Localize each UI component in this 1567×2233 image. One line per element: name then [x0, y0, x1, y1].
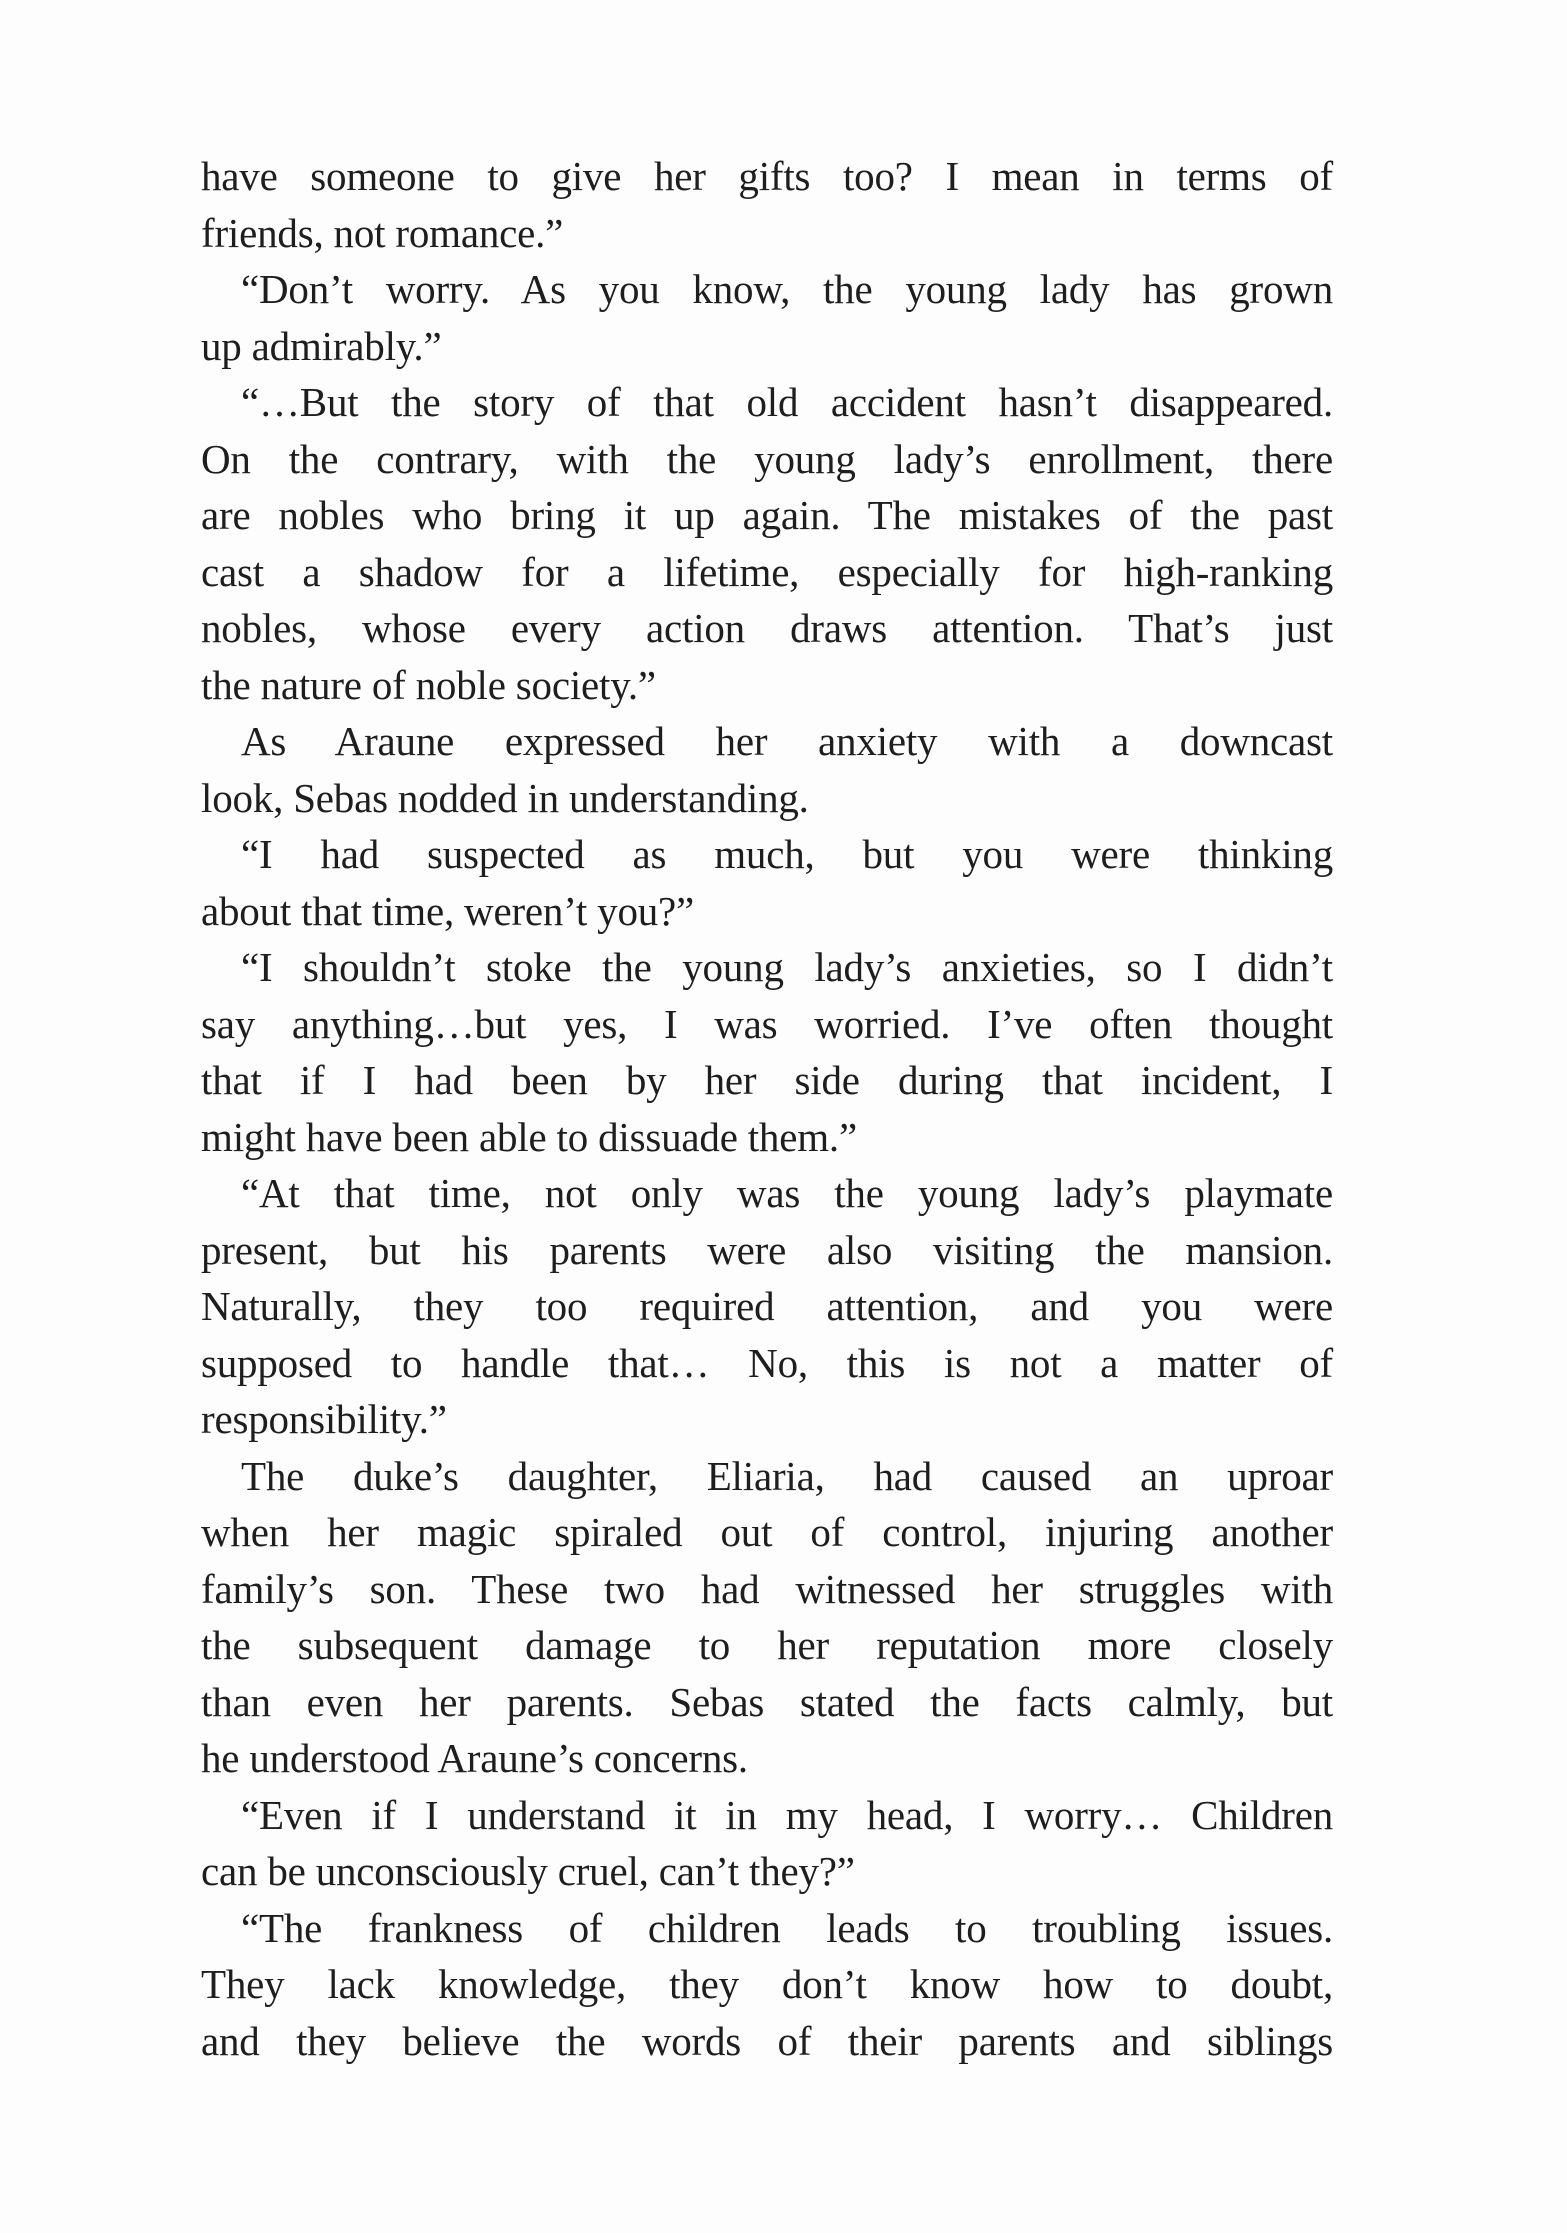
text-line: The duke’s daughter, Eliaria, had caused an uproar — [241, 1452, 1333, 1499]
text-line: “I shouldn’t stoke the young lady’s anxieties, so I didn’t — [241, 944, 1333, 990]
text-line: about that time, weren’t you?” — [201, 887, 695, 934]
text-line: cast a shadow for a lifetime, especially for high-ranking — [201, 548, 1333, 595]
page-text — [201, 148, 1333, 2069]
text-line: say anything…but yes, I was worried. I’ve often thought — [201, 1000, 1333, 1047]
text-line: the nature of noble society.” — [201, 661, 656, 708]
text-line: “At that time, not only was the young lady’s playmate — [241, 1170, 1333, 1216]
text-line: he understood Araune’s concerns. — [201, 1735, 748, 1781]
text-line: Naturally, they too required attention, and you were — [201, 1283, 1333, 1329]
text-line: supposed to handle that… No, this is not a matter of — [201, 1339, 1333, 1386]
text-line: “…But the story of that old accident hasn’t disappeared. — [241, 379, 1333, 425]
text-line: friends, not romance.” — [201, 209, 564, 256]
text-line: “I had suspected as much, but you were thinking — [241, 831, 1333, 877]
text-line: responsibility.” — [201, 1396, 447, 1442]
text-line: and they believe the words of their parents and siblings — [201, 2017, 1333, 2064]
text-line: As Araune expressed her anxiety with a downcast — [241, 718, 1333, 764]
text-line: that if I had been by her side during that incident, I — [201, 1057, 1333, 1103]
text-line: when her magic spiraled out of control, injuring another — [201, 1509, 1333, 1555]
text-line: “Don’t worry. As you know, the young lady has grown — [241, 266, 1333, 312]
text-line: On the contrary, with the young lady’s enrollment, there — [201, 435, 1333, 482]
text-line: look, Sebas nodded in understanding. — [201, 774, 809, 821]
text-line: can be unconsciously cruel, can’t they?” — [201, 1848, 855, 1894]
text-line: They lack knowledge, they don’t know how to doubt, — [201, 1961, 1333, 2007]
text-line: “Even if I understand it in my head, I worry… Children — [241, 1791, 1333, 1838]
text-line: “The frankness of children leads to troubling issues. — [241, 1904, 1333, 1951]
text-line: have someone to give her gifts too? I mean in terms of — [201, 153, 1333, 199]
text-line: family’s son. These two had witnessed her struggles with — [201, 1565, 1333, 1612]
text-line: are nobles who bring it up again. The mistakes of the past — [201, 492, 1333, 538]
text-line: might have been able to dissuade them.” — [201, 1113, 857, 1160]
text-line: nobles, whose every action draws attention. That’s just — [201, 605, 1333, 651]
text-line: the subsequent damage to her reputation more closely — [201, 1622, 1333, 1668]
text-line: than even her parents. Sebas stated the facts calmly, but — [201, 1678, 1333, 1725]
text-line: present, but his parents were also visiting the mansion. — [201, 1226, 1333, 1273]
text-line: up admirably.” — [201, 322, 442, 369]
